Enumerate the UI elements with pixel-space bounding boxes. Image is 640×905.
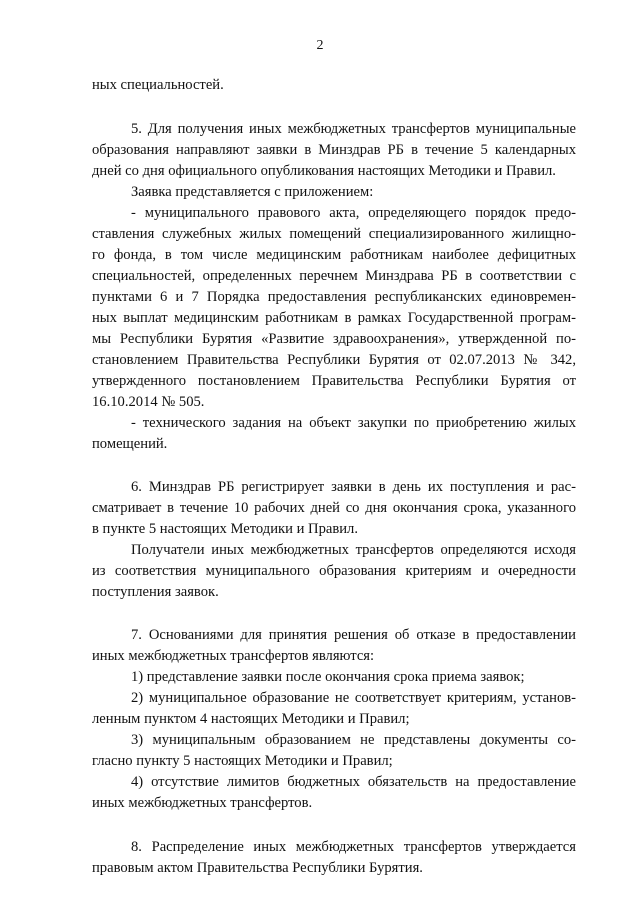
text-line: иных межбюджетных трансфертов являются: bbox=[92, 648, 375, 664]
text-line: из соответствия муниципального образования критериям и очередности bbox=[92, 563, 576, 579]
text-line: 4) отсутствие лимитов бюджетных обязательств на предоставление bbox=[131, 774, 576, 790]
text-line: 2) муниципальное образование не соответствует критериям, установ- bbox=[131, 690, 576, 706]
text-line: образования направляют заявки в Минздрав РБ в течение 5 календарных bbox=[92, 142, 576, 158]
text-line: ленным пунктом 4 настоящих Методики и Правил; bbox=[92, 711, 410, 727]
text-line: поступления заявок. bbox=[92, 584, 219, 600]
text-line: го фонда, в том числе медицинским работникам наиболее дефицитных bbox=[92, 247, 576, 263]
text-line: гласно пункту 5 настоящих Методики и Правил; bbox=[92, 753, 393, 769]
text-line: - технического задания на объект закупки по приобретению жилых bbox=[131, 415, 576, 431]
text-line: правовым актом Правительства Республики Бурятия. bbox=[92, 860, 423, 876]
text-line: Получатели иных межбюджетных трансфертов определяются исходя bbox=[131, 542, 576, 558]
text-line: ных выплат медицинским работникам в рамках Государственной програм- bbox=[92, 310, 576, 326]
text-line: дней со дня официального опубликования настоящих Методики и Правил. bbox=[92, 163, 556, 179]
text-line: пунктами 6 и 7 Порядка предоставления республиканских единовремен- bbox=[92, 289, 576, 305]
text-line: 5. Для получения иных межбюджетных трансфертов муниципальные bbox=[131, 121, 576, 137]
text-line: 8. Распределение иных межбюджетных трансфертов утверждается bbox=[131, 839, 576, 855]
text-line: ставления служебных жилых помещений специализированного жилищно- bbox=[92, 226, 576, 242]
text-line: в пункте 5 настоящих Методики и Правил. bbox=[92, 521, 358, 537]
text-line: иных межбюджетных трансфертов. bbox=[92, 795, 313, 811]
text-line: 16.10.2014 № 505. bbox=[92, 394, 205, 410]
text-line: утвержденного постановлением Правительства Республики Бурятия от bbox=[92, 373, 576, 389]
text-line: ных специальностей. bbox=[92, 77, 224, 93]
text-line: - муниципального правового акта, определяющего порядок предо- bbox=[131, 205, 576, 221]
text-line: становлением Правительства Республики Бурятия от 02.07.2013 № 342, bbox=[92, 352, 576, 368]
text-line: помещений. bbox=[92, 436, 168, 452]
text-line: специальностей, определенных перечнем Минздрава РБ в соответствии с bbox=[92, 268, 576, 284]
text-line: сматривает в течение 10 рабочих дней со дня окончания срока, указанного bbox=[92, 500, 576, 516]
text-line: 6. Минздрав РБ регистрирует заявки в день их поступления и рас- bbox=[131, 479, 576, 495]
text-line: 7. Основаниями для принятия решения об отказе в предоставлении bbox=[131, 627, 576, 643]
text-line: 1) представление заявки после окончания срока приема заявок; bbox=[131, 669, 525, 685]
page-number: 2 bbox=[316, 38, 324, 53]
text-line: 3) муниципальным образованием не представлены документы со- bbox=[131, 732, 576, 748]
text-line: Заявка представляется с приложением: bbox=[131, 184, 374, 200]
text-line: мы Республики Бурятия «Развитие здравоохранения», утвержденной по- bbox=[92, 331, 576, 347]
